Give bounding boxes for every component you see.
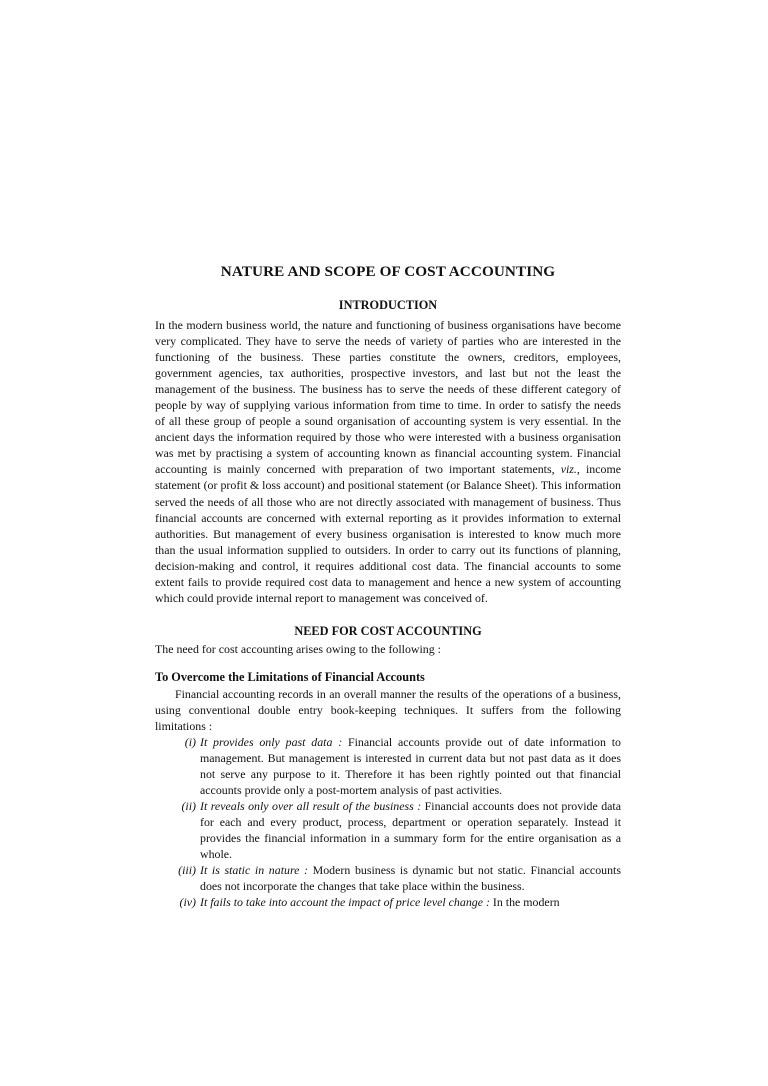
list-item-number: (iv) xyxy=(179,895,196,910)
list-item xyxy=(155,894,621,910)
list-item-number: (ii) xyxy=(181,799,196,814)
introduction-text-part2: , income statement (or profit & loss account) and positional statement (or Balance Sheet). This information served the needs of all those who are not directly associated with management of business. Thus financial accounts are concerned with external reporting as it provides information to external authorities. But management of every business organisation is interested to know much more than the usual information supplied to outsiders. In order to carry out its functions of planning, decision-making and control, it requires additional cost data. The financial accounts to some extent fails to provide required cost data to management and hence a new system of accounting which could provide internal report to management was conceived of. xyxy=(155,462,621,605)
list-item-lead: It fails to take into account the impact of price level change : xyxy=(200,895,490,910)
list-item-number: (i) xyxy=(184,735,196,749)
introduction-viz: viz. xyxy=(560,462,577,477)
list-item-lead: It provides only past data : xyxy=(200,735,343,749)
limitations-list xyxy=(155,734,621,911)
list-item-lead: It reveals only over all result of the business : xyxy=(200,799,422,814)
list-item xyxy=(155,862,621,894)
introduction-heading: INTRODUCTION xyxy=(338,298,438,312)
introduction-paragraph xyxy=(155,317,621,606)
limitations-heading: To Overcome the Limitations of Financial Accounts xyxy=(155,670,425,684)
list-item-text: In the modern xyxy=(489,895,560,910)
need-heading: NEED FOR COST ACCOUNTING xyxy=(294,624,482,638)
list-item-lead: It is static in nature : xyxy=(200,863,309,878)
list-item xyxy=(155,798,621,862)
introduction-text-part1: In the modern business world, the nature and functioning of business organisations have become very complicated. They have to serve the needs of variety of parties who are interested in the functioning of the business. These parties constitute the owners, creditors, employees, government agencies, tax authorities, prospective investors, and last but not the least the management of the business. The business has to serve the needs of these different category of people by way of supplying various information from time to time. In order to satisfy the needs of all these group of people a sound organisation of accounting system is very essential. In the ancient days the information required by those who were interested with a business organisation was met by practising a system of accounting known as financial accounting system. Financial accounting is mainly concerned with preparation of two important statements, xyxy=(155,318,621,477)
list-item-text: Modern business is dynamic but not static. Financial accounts does not incorporate the changes that take place within the business. xyxy=(200,863,621,894)
list-item-number: (iii) xyxy=(178,863,196,878)
list-item-text: Financial accounts does not provide data for each and every product, process, department or operation separately. Instead it provides the financial information in a summary form for the entire organisation as a whole. xyxy=(200,799,621,862)
need-paragraph: The need for cost accounting arises owing to the following : xyxy=(155,642,441,656)
list-item-text: Financial accounts provide out of date information to management. But management is interested in current data but not past data as it does not serve any purpose to it. Therefore it has been rightly pointed out that financial accounts provide only a post-mortem analysis of past activities. xyxy=(200,735,621,798)
page-title: NATURE AND SCOPE OF COST ACCOUNTING xyxy=(220,263,556,280)
list-item xyxy=(155,734,621,798)
limitations-paragraph: Financial accounting records in an overall manner the results of the operations of a business, using conventional double entry book-keeping techniques. It suffers from the following limitations : xyxy=(155,687,621,734)
